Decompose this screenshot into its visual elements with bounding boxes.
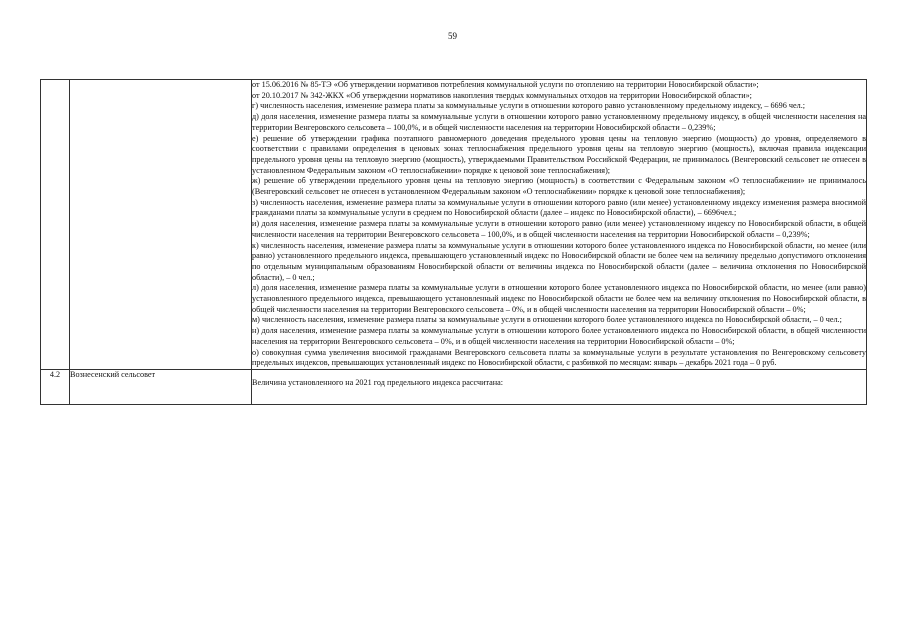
- table-row: [41, 369, 867, 404]
- paragraph: о) совокупная сумма увеличения вносимой гражданами Венгеровского сельсовета платы за коммунальные услуги в результате установления по Венгеровскому сельсовету предельных индексов, превышающих установленный индекс по Новосибирской области, с разбивкой по месяцам: январь – декабрь 2021 года – 0 руб.: [252, 347, 866, 368]
- description-cell: [252, 80, 867, 370]
- municipality-name-cell: [70, 80, 252, 370]
- paragraph: з) численность населения, изменение размера платы за коммунальные услуги в отношении которого равно (или менее) установленному индексу изменения размера вносимой гражданами платы за коммунальные услуги в среднем по Новосибирской области (далее – индекс по Новосибирской области), – 6696чел.;: [252, 197, 866, 218]
- paragraph: к) численность населения, изменение размера платы за коммунальные услуги в отношении которого более установленного индекса по Новосибирской области, но менее (или равно) установленного предельного индекса, превышающего установленный индекс по Новосибирской области не более чем на величину предельно допустимого отклонения по отдельным муниципальным образованиям Новосибирской области от величины индекса по Новосибирской области (далее – величина отклонения по Новосибирской области), – 0 чел.;: [252, 240, 866, 282]
- table-row: [41, 80, 867, 370]
- paragraph: и) доля населения, изменение размера платы за коммунальные услуги в отношении которого равно (или менее) установленному индексу по Новосибирской области, в общей численности населения на территории Венгеровского сельсовета – 100,0%, и в общей численности населения на территории Новосибирской области – 0,239%;: [252, 219, 866, 239]
- paragraph: н) доля населения, изменение размера платы за коммунальные услуги в отношении которого более установленного индекса по Новосибирской области, в общей численности населения на территории Венгеровского сельсовета – 0%, и в общей численности населения на территории Новосибирской области – 0%;: [252, 326, 866, 346]
- document-table: [40, 79, 867, 405]
- page-number: 59: [448, 31, 457, 41]
- municipality-name-cell: Вознесенский сельсовет: [70, 369, 252, 404]
- paragraph: г) численность населения, изменение размера платы за коммунальные услуги в отношении которого равно установленному предельному индексу, – 6696 чел.;: [252, 101, 806, 111]
- row-number-cell: [41, 80, 70, 370]
- paragraph: д) доля населения, изменение размера платы за коммунальные услуги в отношении которого равно установленному предельному индексу, в общей численности населения на территории Венгеровского сельсовета – 100,0%, и в общей численности населения на территории Новосибирской области – 0,239%;: [252, 112, 866, 132]
- paragraph: ж) решение об утверждении предельного уровня цены на тепловую энергию (мощность) в соответствии с Федеральным законом «О теплоснабжении» не принималось (Венгеровский сельсовет не отнесен в установленном Федеральным законом «О теплоснабжении» порядке к ценовой зоне теплоснабжения);: [252, 176, 866, 197]
- paragraph: Величина установленного на 2021 год предельного индекса рассчитана:: [252, 377, 504, 387]
- paragraph: е) решение об утверждении графика поэтапного равномерного доведения предельного уровня цены на тепловую энергию (мощность) до уровня, определяемого в соответствии с правилами определения в ценовых зонах теплоснабжения предельного уровня цены на тепловую энергию (мощность), включая правила индексации предельного уровня цены на тепловую энергию (мощность), утверждаемыми Правительством Российской Федерации, не принималось (Венгеровский сельсовет не отнесен в установленном Федеральным законом «О теплоснабжении» порядке к ценовой зоне теплоснабжения);: [252, 133, 866, 175]
- paragraph: от 15.06.2016 № 85-ТЭ «Об утверждении нормативов потребления коммунальной услуги по отоплению на территории Новосибирской области»;: [252, 80, 759, 89]
- paragraph: м) численность населения, изменение размера платы за коммунальные услуги в отношении которого более установленного индекса по Новосибирской области, – 0 чел.;: [252, 315, 842, 325]
- paragraph: л) доля населения, изменение размера платы за коммунальные услуги в отношении которого более установленного индекса по Новосибирской области, но менее (или равно) установленного предельного индекса, превышающего установленный индекс по Новосибирской области не более чем на величину отклонения по Новосибирской области, в общей численности населения на территории Венгеровского сельсовета – 0%, и в общей численности населения на территории Новосибирской области – 0%;: [252, 283, 866, 314]
- paragraph: от 20.10.2017 № 342-ЖКХ «Об утверждении нормативов накопления твердых коммунальных отходов на территории Новосибирской области»;: [252, 90, 752, 100]
- row-number-cell: 4.2: [41, 369, 70, 404]
- description-cell: [252, 369, 867, 404]
